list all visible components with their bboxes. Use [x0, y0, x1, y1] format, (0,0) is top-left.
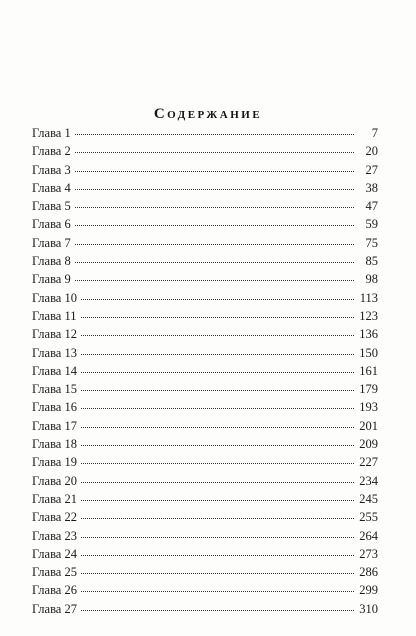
toc-page-number: 273: [359, 546, 378, 561]
toc-chapter-label: Глава 22: [32, 510, 77, 525]
toc-chapter-label: Глава 4: [32, 180, 71, 195]
page-title: Содержание: [153, 106, 263, 123]
toc-page-number: 310: [359, 601, 378, 616]
toc-page-number: 255: [359, 510, 378, 525]
toc-page-number: 209: [359, 437, 378, 452]
toc-entry: [32, 144, 378, 162]
toc-chapter-label: Глава 7: [32, 235, 71, 250]
toc-leader-dots: [81, 591, 354, 592]
toc-chapter-label: Глава 15: [32, 382, 77, 397]
toc-entry: [32, 364, 378, 382]
toc-leader-dots: [81, 518, 354, 519]
toc-entry: [32, 419, 378, 437]
toc-leader-dots: [81, 317, 354, 318]
toc-chapter-label: Глава 12: [32, 327, 77, 342]
toc-page-number: 227: [359, 455, 378, 470]
toc-page-number: 20: [365, 144, 378, 159]
toc-chapter-label: Глава 25: [32, 565, 77, 580]
toc-leader-dots: [75, 152, 354, 153]
toc-leader-dots: [81, 482, 354, 483]
toc-page-number: 59: [365, 217, 378, 232]
toc-page-number: 47: [365, 199, 378, 214]
toc-entry: [32, 602, 378, 620]
toc-leader-dots: [75, 189, 354, 190]
toc-entry: [32, 236, 378, 254]
toc-entry: [32, 126, 378, 144]
toc-chapter-label: Глава 18: [32, 437, 77, 452]
toc-leader-dots: [81, 500, 354, 501]
toc-entry: [32, 437, 378, 455]
toc-leader-dots: [81, 427, 354, 428]
toc-leader-dots: [75, 225, 354, 226]
toc-page-number: 179: [359, 382, 378, 397]
toc-chapter-label: Глава 5: [32, 199, 71, 214]
toc-leader-dots: [81, 299, 354, 300]
toc-chapter-label: Глава 11: [32, 308, 77, 323]
toc-chapter-label: Глава 9: [32, 272, 71, 287]
toc-leader-dots: [75, 244, 354, 245]
toc-leader-dots: [81, 354, 354, 355]
toc-entry: [32, 309, 378, 327]
toc-entry: [32, 565, 378, 583]
toc-page-number: 286: [359, 565, 378, 580]
toc-entry: [32, 217, 378, 235]
toc-entry: [32, 327, 378, 345]
toc-entry: [32, 382, 378, 400]
toc-chapter-label: Глава 13: [32, 345, 77, 360]
toc-page-number: 27: [365, 162, 378, 177]
toc-leader-dots: [81, 408, 354, 409]
toc-page-number: 245: [359, 491, 378, 506]
toc-leader-dots: [81, 390, 354, 391]
toc-chapter-label: Глава 14: [32, 363, 77, 378]
toc-entry: [32, 272, 378, 290]
toc-chapter-label: Глава 23: [32, 528, 77, 543]
toc-chapter-label: Глава 27: [32, 601, 77, 616]
toc-chapter-label: Глава 21: [32, 491, 77, 506]
toc-chapter-label: Глава 26: [32, 583, 77, 598]
toc-page-number: 98: [365, 272, 378, 287]
toc-entry: [32, 291, 378, 309]
toc-leader-dots: [75, 171, 354, 172]
toc-entry: [32, 254, 378, 272]
toc-entry: [32, 492, 378, 510]
toc-leader-dots: [81, 573, 354, 574]
toc-chapter-label: Глава 6: [32, 217, 71, 232]
toc-entry: [32, 199, 378, 217]
toc-leader-dots: [81, 445, 354, 446]
toc-entry: [32, 181, 378, 199]
toc-page-number: 234: [359, 473, 378, 488]
toc-page-number: 85: [365, 254, 378, 269]
toc-page-number: 38: [365, 180, 378, 195]
toc-page-number: 7: [371, 126, 378, 140]
toc-entry: [32, 455, 378, 473]
toc-leader-dots: [75, 280, 354, 281]
toc-chapter-label: Глава 1: [32, 126, 71, 140]
toc-page-number: 299: [359, 583, 378, 598]
toc-page-number: 136: [359, 327, 378, 342]
toc-chapter-label: Глава 2: [32, 144, 71, 159]
toc-chapter-label: Глава 3: [32, 162, 71, 177]
toc-page-number: 264: [359, 528, 378, 543]
toc-page-number: 150: [359, 345, 378, 360]
toc-page-number: 113: [359, 290, 378, 305]
toc-leader-dots: [75, 262, 354, 263]
toc-chapter-label: Глава 24: [32, 546, 77, 561]
table-of-contents: [32, 126, 378, 620]
toc-leader-dots: [75, 207, 354, 208]
toc-page-number: 123: [359, 308, 378, 323]
toc-chapter-label: Глава 10: [32, 290, 77, 305]
toc-chapter-label: Глава 19: [32, 455, 77, 470]
toc-entry: [32, 529, 378, 547]
toc-page-number: 75: [365, 235, 378, 250]
toc-entry: [32, 510, 378, 528]
toc-page-number: 201: [359, 418, 378, 433]
toc-leader-dots: [81, 610, 354, 611]
toc-entry: [32, 583, 378, 601]
toc-entry: [32, 547, 378, 565]
toc-leader-dots: [81, 372, 354, 373]
toc-page-number: 193: [359, 400, 378, 415]
toc-entry: [32, 474, 378, 492]
toc-chapter-label: Глава 17: [32, 418, 77, 433]
toc-chapter-label: Глава 20: [32, 473, 77, 488]
toc-leader-dots: [81, 555, 354, 556]
toc-chapter-label: Глава 16: [32, 400, 77, 415]
toc-chapter-label: Глава 8: [32, 254, 71, 269]
toc-entry: [32, 346, 378, 364]
toc-leader-dots: [81, 335, 354, 336]
toc-leader-dots: [81, 537, 354, 538]
toc-entry: [32, 400, 378, 418]
toc-leader-dots: [75, 134, 354, 135]
toc-entry: [32, 163, 378, 181]
toc-page-number: 161: [359, 363, 378, 378]
toc-leader-dots: [81, 463, 354, 464]
